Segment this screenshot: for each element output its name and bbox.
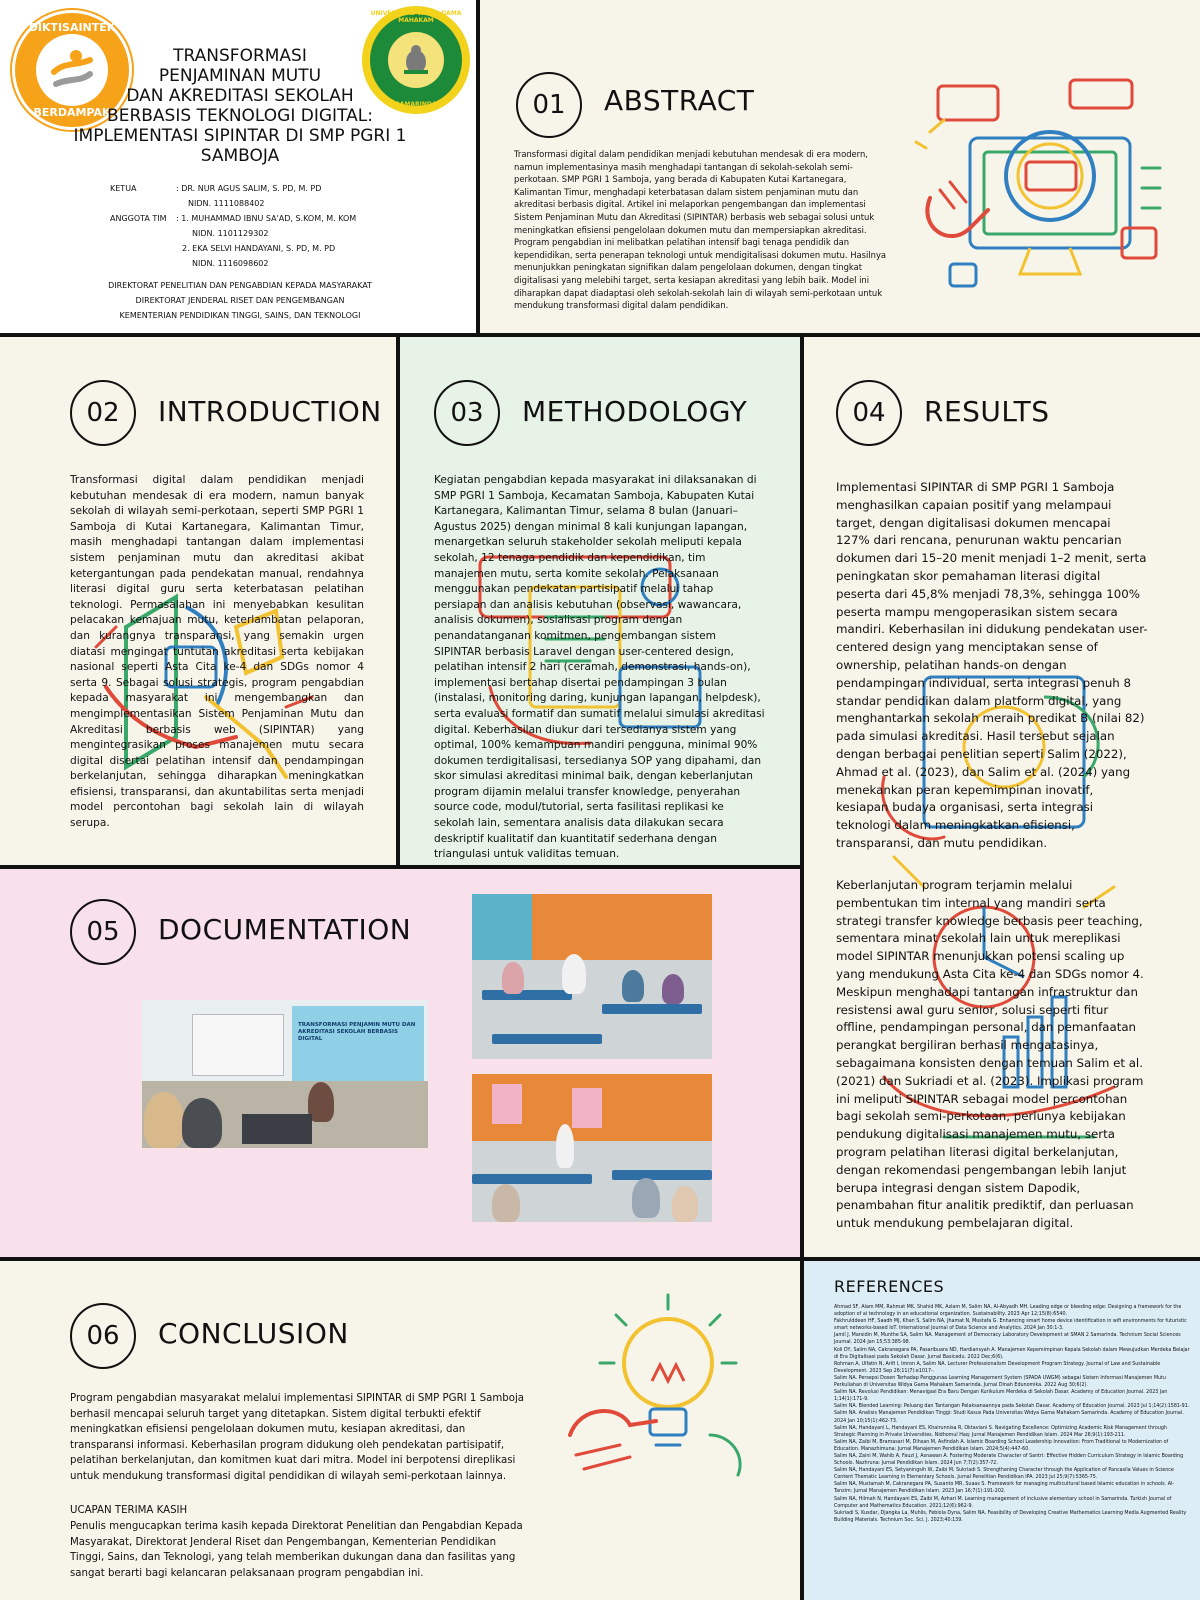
directorate-info: [40, 278, 440, 323]
abstract-text: Transformasi digital dalam pendidikan menjadi kebutuhan mendesak di era modern, namun implementasinya masih menghadapi tantangan di sekolah-sekolah semi-perkotaan. SMP PGRI 1 Samboja, yang berada di Kabupaten Kutai Kartanegara, Kalimantan Timur, menghadapi keterbatasan dalam sistem penjaminan mutu dan akreditasi berbasis digital. Artikel ini melaporkan pengembangan dan implementasi Sistem Penjaminan Mutu dan Akreditasi (SIPINTAR) berbasis web sebagai solusi untuk meningkatkan efisiensi pengelolaan dokumen mutu dan mempersiapkan akreditasi. Program pengabdian ini melibatkan pelatihan intensif bagi tenaga pendidik dan kependidikan, serta penerapan teknologi untuk mendigitalisasi dokumen mutu. Hasilnya menunjukkan peningkatan signifikan dalam pengelolaan dokumen, dengan tingkat digitalisasi yang melebihi target, serta kesiapan akreditasi yang lebih baik. Model ini diharapkan dapat diadaptasi oleh sekolah-sekolah lain di wilayah semi-perkotaan untuk mendukung transformasi digital dalam pendidikan.: [514, 149, 887, 311]
seal-top-text: UNIVERSITAS WIDYA GAMA MAHAKAM: [370, 10, 462, 24]
team-role-label: KETUA: [110, 184, 137, 193]
directorate-line: DIREKTORAT JENDERAL RISET DAN PENGEMBANGAN: [135, 296, 345, 305]
title-line: PENJAMINAN MUTU: [158, 66, 322, 86]
projector-screen: [192, 1014, 284, 1076]
results-paragraph: Implementasi SIPINTAR di SMP PGRI 1 Samboja menghasilkan capaian positif yang melampaui target, dengan digitalisasi dokumen mencapai 127% dari rencana, penurunan waktu pencarian dokumen dari 15–20 menit menjadi 1–2 menit, serta peningkatan skor pemahaman literasi digital peserta dari 45,8% menjadi 78,3%, sehingga 100% peserta mampu mengoperasikan sistem secara mandiri. Keberhasilan ini didukung pendekatan user-centered design yang menciptakan sense of ownership, pelatihan hands-on dengan pendampingan individual, serta integrasi penuh 8 standar pendidikan dalam platform digital, yang menghantarkan sekolah meraih predikat B (nilai 82) pada simulasi akreditasi. Hasil tersebut sejalan dengan berbagai penelitian seperti Salim (2022), Ahmad et al. (2023), dan Salim et al. (2024) yang menekankan peran kepemimpinan inovatif, kesiapan budaya organisasi, serta integrasi teknologi dalam meningkatkan efisiensi, transparansi, dan mutu pendidikan.: [836, 480, 1148, 850]
reference-item: Salim NA. Revolusi Pendidikan: Menavigasi Era Baru Dengan Kurikulum Merdeka di Sekolah Dasar. Academy of Education Journal. 2023 Jan 1;14(1):171-9.: [834, 1390, 1168, 1403]
results-paragraph: Keberlanjutan program terjamin melalui pembentukan tim internal yang mandiri serta strategi transfer knowledge berbasis peer teaching, sementara minat sekolah lain untuk mereplikasi model SIPINTAR menunjukkan potensi scaling up yang mendukung Asta Cita ke-4 dan SDGs nomor 4. Meskipun menghadapi tantangan infrastruktur dan resistensi awal guru senior, solusi seperti fitur offline, pendampingan personal, dan pemanfaatan perangkat bergiliran berhasil mengatasinya, sebagaimana konsisten dengan temuan Salim et al. (2021) dan Sukriadi et al. (2023). Implikasi program ini meliputi SIPINTAR sebagai model percontohan bagi sekolah semi-perkotaan, perlunya kebijakan pendukung digitalisasi manajemen mutu, serta program pelatihan literasi digital berkelanjutan, dengan rekomendasi pengembangan lebih lanjut berupa integrasi dengan sistem Dapodik, penambahan fitur analitik prediktif, dan perluasan untuk mendukung pembelajaran digital.: [836, 878, 1144, 1231]
reference-item: Salim NA, Hilmah N, Handayani ES, Zaibi M, Azhari M. Learning management of inclusive elementary school in Samarinda. Turkish Journal of Computer and Mathematics Education. 2021;12(6):962-9.: [834, 1496, 1172, 1509]
event-banner-title: TRANSFORMASI PENJAMIN MUTU DAN AKREDITASI SEKOLAH BERBASIS DIGITAL: [298, 1022, 416, 1042]
references-list: [834, 1304, 1190, 1524]
team-member-name: : 1. MUHAMMAD IBNU SA'AD, S.KOM, M. KOM: [176, 214, 357, 223]
results-section: [804, 337, 1200, 1257]
seal-bottom-text: SAMARINDA: [395, 101, 437, 108]
documentation-photo: [142, 1000, 428, 1148]
section-number: 05: [70, 899, 136, 965]
computer-doodle-icon: [910, 78, 1170, 298]
reference-item: Salim NA, Handayani ES, Setyaningsih W, Zaibi M, Sukriadi S. Strengthening Character through the Application of Pancasila Values in Science Content Thematic Learning in Elementary Schools. Jurnal Penelitian Pendidikan IPA. 2023 Jul 25;9(7):5365-75.: [834, 1468, 1174, 1481]
section-number: 01: [516, 72, 582, 138]
reference-item: Salim NA. Analisis Manajemen Pendidikan Tinggi: Studi Kasus Pada Universitas Widya Gama Mahakam Samarinda. Academy of Education Journal. 2024 Jan 10;15(1):462-73.: [834, 1411, 1184, 1424]
reference-item: Ahmad SF, Alam MM, Rahmat MK, Shahid MK, Aslam M, Salim NA, Al-Abyadh MH. Leading edge or bleeding edge: Designing a framework for the adoption of ai technology in an educational organization. Sustainability. 2023 Apr 12;15(8):6540.: [834, 1305, 1182, 1318]
poster-header: [0, 0, 476, 333]
introduction-section: [0, 337, 396, 865]
introduction-text: Transformasi digital dalam pendidikan menjadi kebutuhan mendesak di era modern, namun banyak sekolah di wilayah semi-perkotaan, seperti SMP PGRI 1 Samboja di Kutai Kartanegara, Kalimantan Timur, masih menghadapi tantangan dalam implementasi sistem penjaminan mutu dan akreditasi akibat ketergantungan pada pendekatan manual, rendahnya literasi digital guru serta keterbatasan pelatihan teknologi. Permasalahan ini menyebabkan kesulitan pelacakan kemajuan mutu, keterlambatan pelaporan, dan kurangnya transparansi, yang semakin urgen diatasi mengingat tuntutan akreditasi serta kebijakan nasional seperti Asta Cita ke-4 dan SDGs nomor 4 serta 9. Sebagai solusi strategis, program pengabdian kepada masyarakat ini mengembangkan dan mengimplementasikan Sistem Penjaminan Mutu dan Akreditasi berbasis web (SIPINTAR) yang mengintegrasikan proses manajemen mutu secara digital disertai pelatihan intensif dan pendampingan berkelanjutan, sehingga diharapkan meningkatkan efisiensi, transparansi, dan akuntabilitas serta menjadi model percontohan bagi sekolah lain di wilayah serupa.: [70, 474, 364, 830]
team-member-nidn: NIDN. 1116098602: [192, 259, 269, 268]
acknowledgement-title: UCAPAN TERIMA KASIH: [70, 1505, 188, 1516]
title-line: TRANSFORMASI: [173, 46, 307, 66]
title-line: SAMBOJA: [200, 146, 280, 166]
abstract-section: [480, 0, 1200, 333]
event-banner: [292, 1006, 424, 1092]
methodology-text: Kegiatan pengabdian kepada masyarakat ini dilaksanakan di SMP PGRI 1 Samboja, Kecamatan Samboja, Kabupaten Kutai Kartanegara, Kalimantan Timur, selama 8 bulan (Januari–Agustus 2025) dengan minimal 8 kali kunjungan lapangan, menargetkan seluruh stakeholder sekolah meliputi kepala sekolah, 12 tenaga pendidik dan kependidikan, tim manajemen mutu, serta komite sekolah. Pelaksanaan menggunakan pendekatan partisipatif melalui tahap persiapan dan analisis kebutuhan (observasi, wawancara, analisis dokumen), sosialisasi program dengan penandatanganan komitmen, pengembangan sistem SIPINTAR berbasis Laravel dengan user-centered design, pelatihan intensif 2 hari (ceramah, demonstrasi, hands-on), implementasi bertahap disertai pendampingan 3 bulan (instalasi, monitoring daring, kunjungan lapangan, helpdesk), serta evaluasi formatif dan sumatif melalui simulasi akreditasi digital. Keberhasilan diukur dari tersedianya sistem yang optimal, 100% kemampuan mandiri pengguna, minimal 90% dokumen terdigitalisasi, tersedianya SOP yang dipahami, dan skor simulasi akreditasi minimal baik, dengan keberlanjutan program dijamin melalui transfer knowledge, penyerahan source code, modul/tutorial, serta fasilitasi replikasi ke sekolah lain, sementara analisis data dilakukan secara deskriptif kualitatif dan kuantitatif sederhana dengan triangulasi untuk validitas temuan.: [434, 474, 765, 861]
section-number: 04: [836, 380, 902, 446]
section-title: RESULTS: [924, 395, 1050, 428]
section-title: METHODOLOGY: [522, 395, 748, 428]
reference-item: Salim NA. Persepsi Dosen Terhadap Penggunaa Learning Management System (SPADA UWGM) sebagai Sistem Informasi Manajemen Mutu Perkuliahan di Universitas Widya Gama Mahakam Samarinda. Jurnal Dinah Edunomika. 2022 Aug 30;6(2).: [834, 1375, 1166, 1389]
logo-top-text: DIKTISAINTEK: [28, 21, 116, 34]
team-member-name: 2. EKA SELVI HANDAYANI, S. PD, M. PD: [182, 244, 336, 253]
team-list: [110, 181, 356, 271]
reference-item: Salim NA, Mustamah M, Cakranegara PA, Susanto MR, Suaas S. Framework for managing multicultural based Islamic education in schools. Al-Tanzim: Jurnal Manajemen Pendidikan Islam. 2023 Jan 16;7(1):191-202.: [834, 1482, 1175, 1495]
team-member-nidn: NIDN. 1111088402: [188, 199, 265, 208]
logo-bottom-text: BERDAMPAK: [33, 106, 111, 119]
conclusion-text: Program pengabdian masyarakat melalui implementasi SIPINTAR di SMP PGRI 1 Samboja berhasil mencapai seluruh target yang ditetapkan. Sistem digital terbukti efektif meningkatkan efisiensi pengelolaan dokumen mutu, kesiapan akreditasi, dan transparansi informasi. Keberhasilan program didukung oleh pendekatan partisipatif, pelatihan berkelanjutan, dan komitmen kuat dari mitra. Model ini berpotensi direplikasi untuk mendukung transformasi digital pendidikan di wilayah semi-perkotaan lainnya.: [70, 1393, 525, 1482]
conclusion-section: [0, 1261, 800, 1600]
reference-item: Jamil J, Marsidin M, Munthe SA, Salim NA. Management of Democracy Laboratory Development at SMAN 2 Samarinda. Technium Social Sciences Journal. 2024 Jan 15;53:385-98.: [834, 1333, 1181, 1346]
methodology-section: [400, 337, 800, 865]
laptop: [242, 1114, 312, 1144]
lightbulb-doodle-icon: [560, 1285, 760, 1485]
section-title: CONCLUSION: [158, 1317, 349, 1350]
references-title: REFERENCES: [834, 1277, 945, 1296]
team-member-name: : DR. NUR AGUS SALIM, S. PD, M. PD: [176, 184, 322, 193]
section-title: ABSTRACT: [604, 84, 755, 117]
title-line: IMPLEMENTASI SIPINTAR DI SMP PGRI 1: [73, 126, 407, 146]
reference-item: Salim NA, Zaini M, Wahib A, Fauzi J, Asnawan A. Fostering Moderate Character of Santri: Effective Hidden Curriculum Strategy in Islamic Boarding Schools. Nazhruna: Jurnal Pendidikan Islam. 2024 Jun 7;7(2):357-72.: [834, 1453, 1184, 1467]
team-member-nidn: NIDN. 1101129302: [192, 229, 269, 238]
documentation-photo: [472, 1074, 712, 1222]
documentation-photo: [472, 894, 712, 1059]
section-title: DOCUMENTATION: [158, 913, 412, 946]
acknowledgement-text: Penulis mengucapkan terima kasih kepada Direktorat Penelitian dan Pengabdian Kepada Masyarakat, Direktorat Jenderal Riset dan Pengembangan, Kementerian Pendidikan Tinggi, Sains, dan Teknologi, yang telah memberikan dukungan dana dan fasilitas yang sangat berarti bagi kelancaran pelaksanaan program pengabdian ini.: [70, 1521, 523, 1579]
reference-item: Salim NA, Zaibi M, Bramasari M, Dihsan M, Asfindah A. Islamic Boarding School Leadership Innovation: From Traditional to Modernization of Education. Manazhimuna: Jurnal Manajemen Pendidikan Islam. 2024;5(4):447-60.: [834, 1439, 1169, 1452]
title-line: BERBASIS TEKNOLOGI DIGITAL:: [107, 106, 373, 126]
reference-item: Salim NA. Blended Learning: Peluang dan Tantangan Pelaksanaannya pada Sekolah Dasar. Academy of Education Journal. 2023 Jul 1;14(2):1581-91.: [834, 1404, 1190, 1410]
reference-item: Sukriadi S, Kusdar, Djangka La, Muhlis, Febiola Dyna, Salim NA. Feasibility of Developing Creative Mathematics Learning Media Augmented Reality Building Materials. Technium Soc. Sci. J. 2023;40:139.: [834, 1510, 1187, 1523]
title-line: DAN AKREDITASI SEKOLAH: [126, 86, 354, 106]
directorate-line: DIREKTORAT PENELITIAN DAN PENGABDIAN KEPADA MASYARAKAT: [108, 281, 372, 290]
section-title: INTRODUCTION: [158, 395, 382, 428]
section-number: 03: [434, 380, 500, 446]
directorate-line: KEMENTERIAN PENDIDIKAN TINGGI, SAINS, DAN TEKNOLOGI: [119, 311, 361, 320]
team-role-label: ANGGOTA TIM: [110, 214, 167, 223]
poster-title: [40, 46, 440, 166]
reference-item: Rohman A, Ulfatin N, Arifi I, Imron A, Salim NA. Lecturer Professionalism Development Program Strategy. Journal of Law and Sustainable Development. 2023 Sep 26;11(7):e1017-.: [834, 1361, 1161, 1374]
section-number: 06: [70, 1303, 136, 1369]
section-number: 02: [70, 380, 136, 446]
reference-item: Salim NA, Handayani L, Handayani ES, Khairunnisa R, Oktaviani S. Navigating Excellence: Optimizing Academic Risk Management through Strategic Planning in Private Universities. Nidhomul Haq: Jurnal Manajemen Pendidikan Islam. 2024 Mar 26;9(1):193-211.: [834, 1425, 1167, 1438]
reference-item: Koli DY, Salim NA, Cakranegara PA, Pasaribuara ND, Hardiansyah A. Manajemen Kepemimpinan Kepala Sekolah dalam Mewujudkan Merdeka Belajar di Era Digitalisasi pada Sekolah Dasar. Jurnal Basicedu. 2022 Dec;6(6).: [834, 1347, 1190, 1360]
reference-item: Fakhrulddeen HF, Saadh MJ, Khan S, Salim NA, Jhamat N, Mustafa G. Enhancing smart home device identification in wifi environments for futuristic smart networks-based IoT. International Journal of Data Science and Analytics. 2024 Jan 30:1-3.: [834, 1319, 1187, 1332]
references-section: [804, 1261, 1200, 1600]
documentation-section: [0, 869, 800, 1257]
